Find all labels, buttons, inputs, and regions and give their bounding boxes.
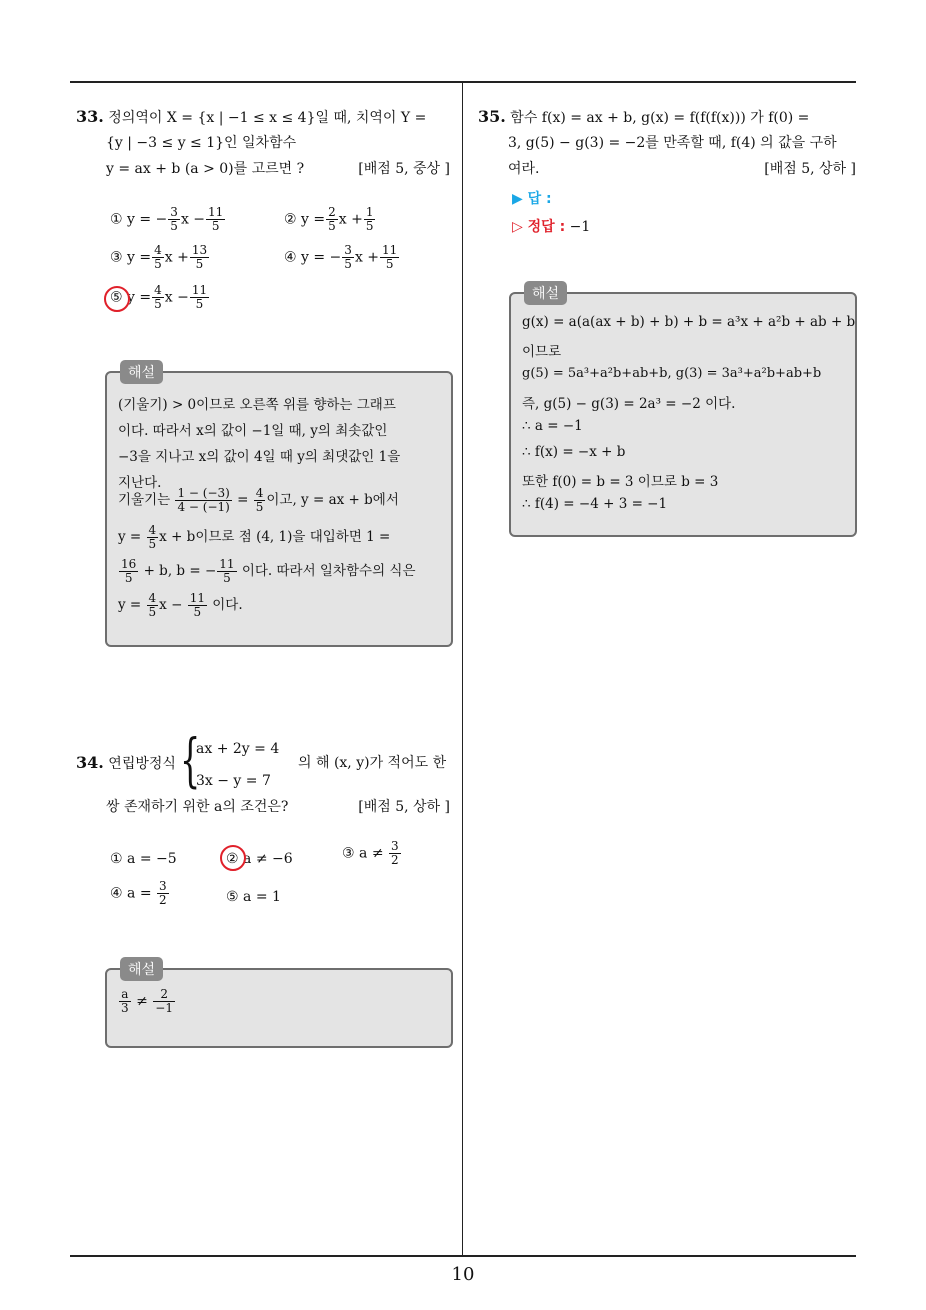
- q33-sol-l6: y = $\frac{4}{5}$ x + b이므로 점 (4, 1)을 대입하면 1 =: [118, 523, 391, 551]
- option-mark: ③: [110, 249, 123, 266]
- q33-sol-l2: 이다. 따라서 x의 값이 −1일 때, y의 최솟값인: [118, 423, 388, 439]
- option-mid: x +: [338, 211, 363, 228]
- option-fraction: $\frac{2}{5}$: [328, 205, 336, 233]
- q34-header: [76, 752, 176, 775]
- q35-sol-2: g(5) = 5a³+a²b+ab+b, g(3) = 3a³+a²b+ab+b: [522, 366, 822, 381]
- q34-option-2[interactable]: ② a ≠ −6: [226, 851, 293, 867]
- q35-sol-7: ∴ f(4) = −4 + 3 = −1: [522, 496, 668, 512]
- option-fraction: $\frac{4}{5}$: [154, 243, 162, 271]
- option-fraction2: $\frac{11}{5}$: [208, 205, 224, 233]
- q35-sol-5: ∴ f(x) = −x + b: [522, 444, 626, 460]
- q35-sol-0: g(x) = a(a(ax + b) + b) + b = a³x + a²b + ab + b: [522, 314, 856, 330]
- option-mark: ②: [284, 211, 297, 228]
- q34-brace: {: [180, 726, 201, 794]
- q35-correct: [512, 216, 590, 238]
- q33-solution-tag: 해설: [120, 360, 163, 384]
- q33-option-3[interactable]: [110, 244, 210, 271]
- q33-option-1[interactable]: [110, 206, 226, 233]
- q34-option-1[interactable]: ① a = −5: [110, 851, 177, 867]
- q35-line3: 여라.: [508, 161, 540, 177]
- q35-sol-1: 이므로: [522, 344, 562, 360]
- bottom-rule: [70, 1255, 856, 1257]
- option-fraction2: $\frac{13}{5}$: [191, 243, 208, 271]
- option-fraction: $\frac{3}{5}$: [170, 205, 178, 233]
- q35-correct-value: −1: [569, 219, 591, 235]
- page-number: 10: [451, 1264, 475, 1285]
- q33-sol-l4: 지난다.: [118, 475, 162, 491]
- q34-score: [배점 5, 상하 ]: [358, 799, 450, 815]
- q33-option-4[interactable]: [284, 244, 400, 271]
- option-text: y =: [127, 249, 152, 266]
- q33-option-2[interactable]: [284, 206, 376, 233]
- q34-line2: 쌍 존재하기 위한 a의 조건은?: [106, 799, 289, 815]
- option-mid: x −: [164, 289, 189, 306]
- q33-line1: 정의역이 X = {x | −1 ≤ x ≤ 4}일 때, 치역이 Y =: [108, 110, 427, 126]
- q35-answer-label: ▶ 답 :: [512, 191, 552, 207]
- q35-correct-label: ▷ 정답 :: [512, 219, 566, 235]
- column-divider: [462, 81, 463, 1256]
- q34-eq1: ax + 2y = 4: [196, 741, 280, 757]
- q34-option-5[interactable]: ⑤ a = 1: [226, 889, 281, 905]
- option-text: y =: [127, 289, 152, 306]
- q33-sol-l8: y = $\frac{4}{5}$ x − $\frac{11}{5}$ 이다.: [118, 591, 243, 619]
- answer-circle-mark: [220, 845, 246, 871]
- q35-sol-4: ∴ a = −1: [522, 418, 583, 434]
- q34-eq2: 3x − y = 7: [196, 773, 271, 789]
- q34-solution-tag: 해설: [120, 957, 163, 981]
- top-rule: [70, 81, 856, 83]
- q33-sol-l7: $\frac{16}{5}$ + b, b = − $\frac{11}{5}$ 이다. 따라서 일차함수의 식은: [121, 557, 416, 585]
- answer-circle-mark: [104, 286, 130, 312]
- option-mid: x +: [164, 249, 189, 266]
- q33-line2: {y | −3 ≤ y ≤ 1}인 일차함수: [106, 135, 297, 151]
- option-text: y = −: [301, 249, 342, 266]
- option-mark: ①: [110, 211, 123, 228]
- q33-header: [76, 106, 456, 129]
- option-fraction: $\frac{3}{5}$: [344, 243, 352, 271]
- q33-sol-l1: (기울기) > 0이므로 오른쪽 위를 향하는 그래프: [118, 397, 396, 413]
- q33-sol-l3: −3을 지나고 x의 값이 4일 때 y의 최댓값인 1을: [118, 449, 401, 465]
- q34-lead: 연립방정식: [108, 756, 176, 772]
- q35-line2: 3, g(5) − g(3) = −2를 만족할 때, f(4) 의 값을 구하: [508, 135, 837, 151]
- option-mid: x +: [354, 249, 380, 266]
- q34-option-4[interactable]: ④ a = $\frac{3}{2}$: [110, 879, 167, 907]
- q35-header: [478, 106, 858, 129]
- option-text: y =: [301, 211, 326, 228]
- q35-line1: 함수 f(x) = ax + b, g(x) = f(f(f(x))) 가 f(0) =: [510, 110, 810, 126]
- q33-line3: y = ax + b (a > 0)를 고르면 ?: [106, 161, 305, 177]
- q34-sol: $\frac{a}{3}$ ≠ $\frac{2}{-1}$: [121, 987, 173, 1015]
- option-fraction2: $\frac{11}{5}$: [191, 283, 208, 311]
- q33-sol-l5: 기울기는 $\frac{1 - (-3)}{4 - (-1)}$ = $\frac{4}{5}$ 이고, y = ax + b에서: [118, 486, 399, 514]
- q34-number: 34.: [76, 753, 104, 772]
- option-fraction2: $\frac{11}{5}$: [382, 243, 398, 271]
- q33-score: [배점 5, 중상 ]: [358, 161, 450, 177]
- option-text: y = −: [127, 211, 168, 228]
- q35-sol-3: 즉, g(5) − g(3) = 2a³ = −2 이다.: [522, 396, 736, 412]
- q35-sol-6: 또한 f(0) = b = 3 이므로 b = 3: [522, 474, 719, 490]
- option-mark: ④: [284, 249, 297, 266]
- q34-tail: 의 해 (x, y)가 적어도 한: [298, 755, 447, 771]
- q35-score: [배점 5, 상하 ]: [764, 161, 856, 177]
- q33-number: 33.: [76, 107, 104, 126]
- option-fraction2: $\frac{1}{5}$: [365, 205, 374, 233]
- q34-option-3[interactable]: ③ a ≠ $\frac{3}{2}$: [342, 839, 399, 867]
- option-mid: x −: [180, 211, 206, 228]
- option-fraction: $\frac{4}{5}$: [154, 283, 162, 311]
- option-mark: ⑤: [110, 289, 123, 306]
- q35-number: 35.: [478, 107, 506, 126]
- q35-solution-tag: 해설: [524, 281, 567, 305]
